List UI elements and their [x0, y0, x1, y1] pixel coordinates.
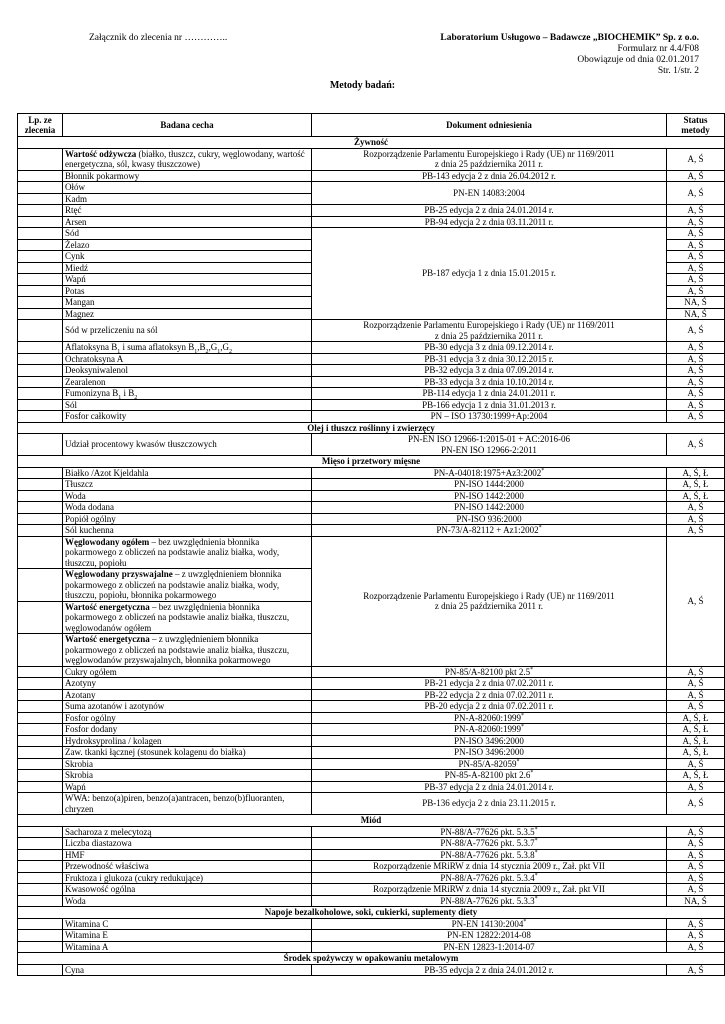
section-row: Napoje bezalkoholowe, soki, cukierki, suplementy diety — [18, 907, 725, 919]
table-row: Sól PB-166 edycja 1 z dnia 31.01.2013 r. A, Ś — [18, 399, 725, 411]
table-row: Witamina C PN-EN 14130:2004* A, Ś — [18, 918, 725, 930]
table-row: Cukry ogółem PN-85/A-82100 pkt 2.5* A, Ś — [18, 666, 725, 678]
table-row: Wartość odżywcza (białko, tłuszcz, cukry, węglowodany, wartość energetyczna, sól, kwasy tłuszczowe) Rozporządzenie Parlamentu Europejskiego i Rady (UE) nr 1169/2011 z dnia 25 października 2011 r. A, Ś — [18, 148, 725, 170]
table-row: Żelazo A, Ś — [18, 239, 725, 251]
table-row: Ochratoksyna A PB-31 edycja 3 z dnia 30.12.2015 r. A, Ś — [18, 353, 725, 365]
table-row: Kadm — [18, 193, 725, 205]
section-row: Żywność — [18, 137, 725, 149]
table-row: Hydroksyprolina / kolagen PN-ISO 3496:2000 A, Ś, Ł — [18, 735, 725, 747]
page-title: Metody badań: — [329, 80, 396, 91]
table-row: Wapń A, Ś — [18, 274, 725, 286]
col-lp: Lp. ze zlecenia — [18, 114, 63, 137]
table-row: Skrobia PN-85-A-82100 pkt 2.6* A, Ś, Ł — [18, 770, 725, 782]
table-row: Mangan NA, Ś — [18, 297, 725, 309]
page-number: Str. 1/str. 2 — [657, 66, 699, 76]
form-number: Formularz nr 4.4/F08 — [617, 44, 699, 54]
table-row: Ołów PN-EN 14083:2004 A, Ś — [18, 182, 725, 194]
section-row: Środek spożywczy w opakowaniu metalowym — [18, 953, 725, 965]
col-doc: Dokument odniesienia — [312, 114, 667, 137]
methods-table — [17, 113, 725, 976]
table-row: Białko /Azot Kjeldahla PN-A-04018:1975+Az3:2002* A, Ś, Ł — [18, 467, 725, 479]
table-row: Rtęć PB-25 edycja 2 z dnia 24.01.2014 r. A, Ś — [18, 205, 725, 217]
table-row: Woda PN-ISO 1442:2000 A, Ś, Ł — [18, 490, 725, 502]
table-row: Tłuszcz PN-ISO 1444:2000 A, Ś, Ł — [18, 479, 725, 491]
table-row: Sód PB-187 edycja 1 z dnia 15.01.2015 r. A, Ś — [18, 228, 725, 240]
lab-name: Laboratorium Usługowo – Badawcze „BIOCHEMIK” Sp. z o.o. — [440, 33, 699, 43]
table-row: Węglowodany ogółem – bez uwzględnienia błonnika pokarmowego z obliczeń na podstawie analiz białka, wody, tłuszczu, popiołu Rozporządzenie Parlamentu Europejskiego i Rady (UE) nr 1169/2011 z dnia 25 października 2011 r. A, Ś — [18, 536, 725, 569]
table-row: Wapń PB-37 edycja 2 z dnia 24.01.2014 r. A, Ś — [18, 781, 725, 793]
table-row: Potas A, Ś — [18, 285, 725, 297]
table-row: Azotany PB-22 edycja 2 z dnia 07.02.2011 r. A, Ś — [18, 689, 725, 701]
table-row: Woda dodana PN-ISO 1442:2000 A, Ś — [18, 502, 725, 514]
table-header — [18, 114, 725, 137]
table-row: Przewodność właściwa Rozporządzenie MRiRW z dnia 14 stycznia 2009 r., Zał. pkt VII A, Ś — [18, 861, 725, 873]
table-row: Sól kuchenna PN-73/A-82112 + Az1:2002* A, Ś — [18, 525, 725, 537]
table-row: Węglowodany przyswajalne – z uwzględnieniem błonnika pokarmowego z obliczeń na podstawie analiz białka, wody, tłuszczu, popiołu, błonnika pokarmowego — [18, 569, 725, 602]
table-row: Sacharoza z melecytozą PN-88/A-77626 pkt. 5.3.5* A, Ś — [18, 826, 725, 838]
table-row: Liczba diastazowa PN-88/A-77626 pkt. 5.3.7* A, Ś — [18, 838, 725, 850]
table-row: Cyna PB-35 edycja 2 z dnia 24.01.2012 r. A, Ś — [18, 964, 725, 976]
table-row: Zaw. tkanki łącznej (stosunek kolagenu do białka) PN-ISO 3496:2000 A, Ś, Ł — [18, 747, 725, 759]
table-row: Witamina E PN-EN 12822:2014-08 A, Ś — [18, 930, 725, 942]
col-name: Badana cecha — [63, 114, 312, 137]
col-status: Status metody — [667, 114, 725, 137]
table-row: Suma azotanów i azotynów PB-20 edycja 2 z dnia 07.02.2011 r. A, Ś — [18, 701, 725, 713]
table-row: Cynk A, Ś — [18, 251, 725, 263]
table-row: Udział procentowy kwasów tłuszczowych PN-EN ISO 12966-1:2015-01 + AC:2016-06 PN-EN ISO 12966-2:2011 A, Ś — [18, 434, 725, 456]
table-row: Sód w przeliczeniu na sól Rozporządzenie Parlamentu Europejskiego i Rady (UE) nr 1169/2011 z dnia 25 października 2011 r. A, Ś — [18, 320, 725, 342]
attachment-note: Załącznik do zlecenia nr ………….. — [89, 33, 228, 43]
table-row: WWA: benzo(a)piren, benzo(a)antracen, benzo(b)fluoranten, chryzen PB-136 edycja 2 z dnia 23.11.2015 r. A, Ś — [18, 793, 725, 815]
section-row: Mięso i przetwory mięsne — [18, 456, 725, 468]
section-row: Olej i tłuszcz roślinny i zwierzęcy — [18, 422, 725, 434]
table-row: HMF PN-88/A-77626 pkt. 5.3.8* A, Ś — [18, 849, 725, 861]
table-row: Deoksyniwalenol PB-32 edycja 3 z dnia 07.09.2014 r. A, Ś — [18, 365, 725, 377]
table-row: Wartość energetyczna – z uwzględnieniem błonnika pokarmowego z obliczeń na podstawie analiz białka, tłuszczu, węglowodanów przyswajalnych, błonnika pokarmowego — [18, 634, 725, 667]
table-row: Błonnik pokarmowy PB-143 edycja 2 z dnia 26.04.2012 r. A, Ś — [18, 170, 725, 182]
table-row: Witamina A PN-EN 12823-1:2014-07 A, Ś — [18, 941, 725, 953]
table-row: Fosfor ogólny PN-A-82060:1999* A, Ś, Ł — [18, 712, 725, 724]
table-row: Fosfor dodany PN-A-82060:1999* A, Ś, Ł — [18, 724, 725, 736]
table-row: Fosfor całkowity PN – ISO 13730:1999+Ap:2004 A, Ś — [18, 411, 725, 423]
table-row: Azotyny PB-21 edycja 2 z dnia 07.02.2011 r. A, Ś — [18, 678, 725, 690]
table-row: Magnez NA, Ś — [18, 308, 725, 320]
table-row: Zearalenon PB-33 edycja 3 z dnia 10.10.2014 r. A, Ś — [18, 376, 725, 388]
table-row: Wartość energetyczna – bez uwzględnienia błonnika pokarmowego z obliczeń na podstawie analiz białka, tłuszczu, węglowodanów ogółem — [18, 601, 725, 634]
document-header — [440, 33, 699, 77]
table-row: Aflatoksyna $B_1$ i suma aflatoksyn $B_1,B_2,G_1,G_2$ PB-30 edycja 3 z dnia 09.12.2014 r. A, Ś — [18, 342, 725, 354]
valid-from: Obowiązuje od dnia 02.01.2017 — [577, 55, 699, 65]
table-row: Fruktoza i glukoza (cukry redukujące) PN-88/A-77626 pkt. 5.3.4* A, Ś — [18, 872, 725, 884]
table-row: Miedź A, Ś — [18, 262, 725, 274]
table-row: Skrobia PN-85/A-82059* A, Ś — [18, 758, 725, 770]
table-row: Kwasowość ogólna Rozporządzenie MRiRW z dnia 14 stycznia 2009 r., Zał. pkt VII A, Ś — [18, 884, 725, 896]
section-row: Miód — [18, 815, 725, 827]
table-row: Woda PN-88/A-77626 pkt. 5.3.3* NA, Ś — [18, 895, 725, 907]
table-row: Fumonizyna $B_1$ i $B_2$ PB-114 edycja 1 z dnia 24.01.2011 r. A, Ś — [18, 388, 725, 400]
table-row: Arsen PB-94 edycja 2 z dnia 03.11.2011 r. A, Ś — [18, 216, 725, 228]
table-row: Popiół ogólny PN-ISO 936:2000 A, Ś — [18, 513, 725, 525]
